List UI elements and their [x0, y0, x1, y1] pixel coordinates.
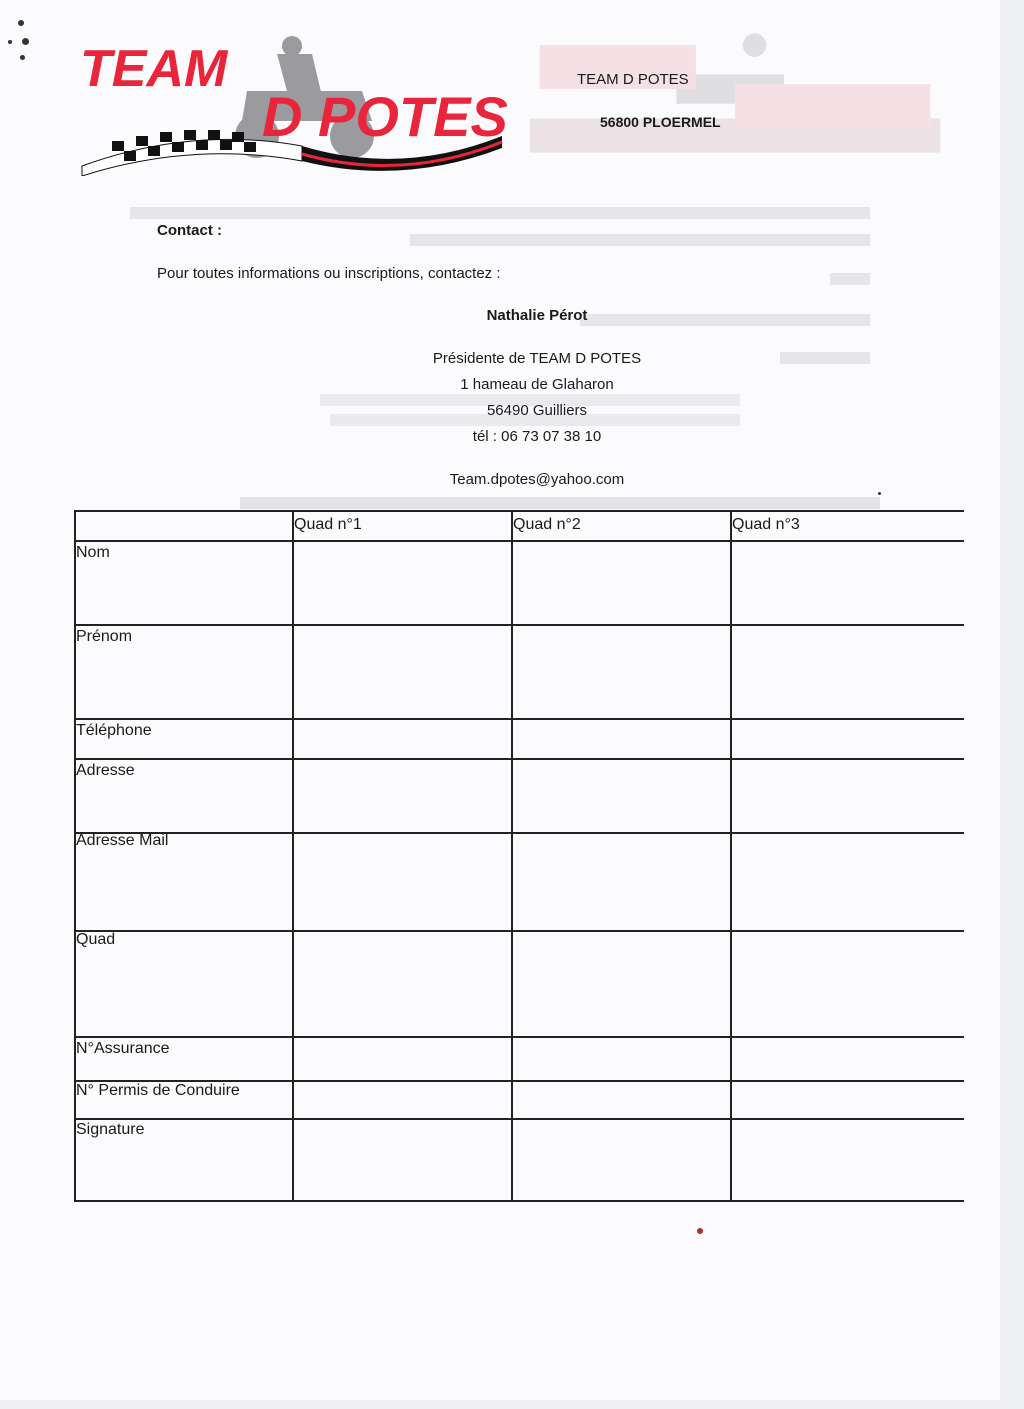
contact-phone: tél : 06 73 07 38 10	[472, 428, 602, 445]
team-d-potes-logo	[72, 36, 512, 176]
column-header-quad-1: Quad n°1	[294, 516, 362, 533]
contact-address-line1: 1 hameau de Glaharon	[460, 376, 614, 393]
bleed-line	[240, 497, 880, 509]
logo-text-dpotes: D POTES	[262, 85, 508, 148]
contact-email: Team.dpotes@yahoo.com	[449, 471, 625, 488]
row-label-nom: Nom	[76, 544, 110, 561]
table-divider	[730, 510, 732, 1202]
row-label-permis: N° Permis de Conduire	[76, 1082, 240, 1099]
table-divider	[74, 718, 964, 720]
header-city: 56800 PLOERMEL	[600, 114, 721, 130]
table-divider	[74, 1036, 964, 1038]
row-label-telephone: Téléphone	[76, 722, 152, 739]
logo-bleed-through	[520, 24, 950, 164]
table-divider	[74, 758, 964, 760]
row-label-assurance: N°Assurance	[76, 1040, 170, 1057]
bleed-line	[580, 314, 870, 326]
row-label-signature: Signature	[76, 1121, 145, 1138]
contact-role: Présidente de TEAM D POTES	[432, 350, 642, 367]
row-label-quad: Quad	[76, 931, 116, 948]
row-label-adresse: Adresse	[76, 762, 135, 779]
column-header-quad-2: Quad n°2	[513, 516, 581, 533]
contact-address-line2: 56490 Guilliers	[486, 402, 588, 419]
table-divider	[74, 1118, 964, 1120]
column-header-quad-3: Quad n°3	[732, 516, 800, 533]
table-divider	[74, 832, 964, 834]
registration-form-table	[74, 510, 964, 1202]
table-divider	[74, 540, 964, 542]
table-divider	[74, 624, 964, 626]
contact-heading: Contact :	[157, 222, 222, 239]
table-border	[74, 510, 964, 512]
scan-speck	[18, 20, 24, 26]
contact-person: Nathalie Pérot	[486, 307, 588, 324]
table-divider	[292, 510, 294, 1202]
scan-speck	[22, 38, 29, 45]
bleed-line	[410, 234, 870, 246]
header-org-name: TEAM D POTES	[577, 71, 689, 88]
row-label-prenom: Prénom	[76, 628, 133, 645]
bleed-line	[780, 352, 870, 364]
bleed-line	[130, 207, 870, 219]
table-divider	[74, 930, 964, 932]
scan-edge	[1000, 0, 1024, 1409]
table-divider	[511, 510, 513, 1202]
scan-bottom-edge	[0, 1400, 1024, 1409]
ink-dot	[697, 1228, 703, 1234]
bleed-line	[830, 273, 870, 285]
logo-text-team: TEAM	[80, 40, 228, 98]
scan-speck	[8, 40, 12, 44]
scan-speck	[20, 55, 25, 60]
table-border	[74, 1200, 964, 1202]
contact-intro: Pour toutes informations ou inscriptions, contactez :	[157, 265, 501, 282]
row-label-adresse-mail: Adresse Mail	[76, 832, 169, 849]
ink-dot	[878, 492, 881, 495]
